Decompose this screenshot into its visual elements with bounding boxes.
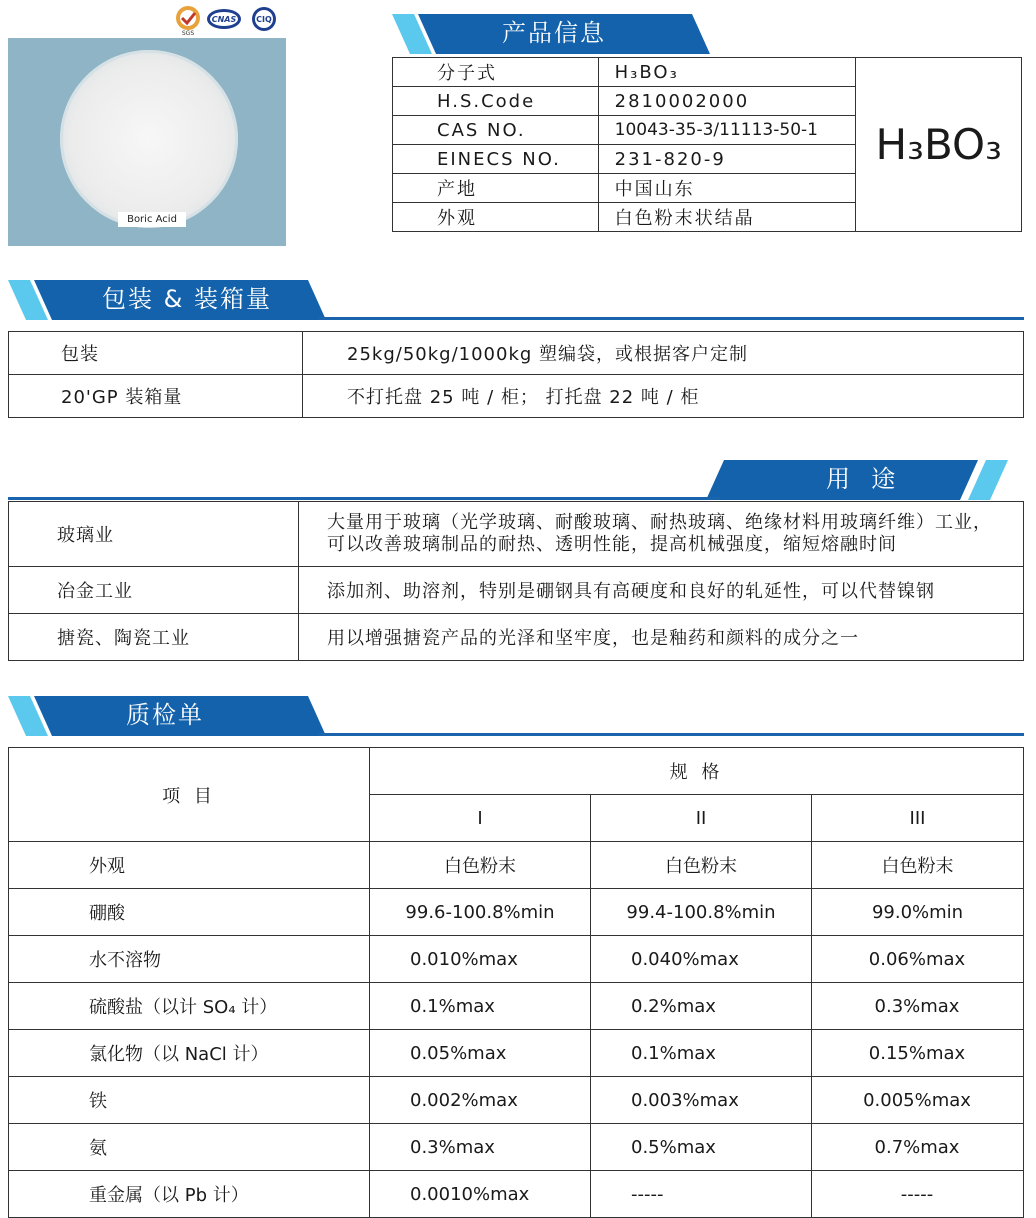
info-label: CAS NO.: [393, 116, 599, 145]
formula-large: H₃BO₃: [856, 58, 1022, 232]
qc-value: 99.4-100.8%min: [591, 889, 812, 936]
table-row: [9, 889, 1024, 936]
packing-banner: [8, 280, 328, 320]
qc-value: 0.3%max: [812, 983, 1024, 1030]
table-row: [9, 1171, 1024, 1218]
qc-grade-2: II: [591, 795, 812, 842]
product-info-title: 产品信息: [502, 19, 606, 47]
svg-text:CIQ: CIQ: [256, 15, 272, 24]
qc-item: 水不溶物: [9, 936, 370, 983]
certification-logos: [172, 4, 284, 36]
product-photo: [8, 38, 286, 246]
qc-banner: [8, 696, 328, 736]
qc-value: 99.0%min: [812, 889, 1024, 936]
qc-item: 重金属（以 Pb 计）: [9, 1171, 370, 1218]
table-row: [9, 1124, 1024, 1171]
info-label: H.S.Code: [393, 87, 599, 116]
usage-rule: [8, 497, 720, 500]
info-value: 10043-35-3/11113-50-1: [598, 116, 856, 145]
ciq-logo: [252, 7, 276, 31]
info-label: EINECS NO.: [393, 145, 599, 174]
qc-value: 0.2%max: [591, 983, 812, 1030]
qc-value: 白色粉末: [370, 842, 591, 889]
qc-value: 0.005%max: [812, 1077, 1024, 1124]
qc-value: 0.3%max: [370, 1124, 591, 1171]
usage-title: 用 途: [826, 465, 898, 493]
pack-label: 20'GP 装箱量: [9, 375, 303, 418]
use-label: 搪瓷、陶瓷工业: [9, 614, 299, 661]
qc-value: 0.002%max: [370, 1077, 591, 1124]
qc-value: 0.05%max: [370, 1030, 591, 1077]
info-label: 外观: [393, 203, 599, 232]
table-row: [9, 1077, 1024, 1124]
qc-value: -----: [591, 1171, 812, 1218]
qc-table: [8, 747, 1024, 1218]
info-label: 产地: [393, 174, 599, 203]
use-value: [299, 502, 1024, 567]
pack-label: 包装: [9, 332, 303, 375]
qc-item: 氨: [9, 1124, 370, 1171]
qc-value: 0.06%max: [812, 936, 1024, 983]
photo-label: Boric Acid: [118, 212, 186, 227]
table-row: [9, 842, 1024, 889]
use-value: 用以增强搪瓷产品的光泽和坚牢度，也是釉药和颜料的成分之一: [299, 614, 1024, 661]
qc-grade-1: I: [370, 795, 591, 842]
qc-value: 0.003%max: [591, 1077, 812, 1124]
product-info-table: [392, 57, 1022, 232]
table-row: [9, 936, 1024, 983]
svg-text:CNAS: CNAS: [211, 15, 237, 24]
info-value: H₃BO₃: [598, 58, 856, 87]
usage-banner: [706, 460, 1024, 500]
svg-text:SGS: SGS: [181, 30, 195, 36]
qc-value: 0.040%max: [591, 936, 812, 983]
qc-value: 0.1%max: [370, 983, 591, 1030]
qc-value: 99.6-100.8%min: [370, 889, 591, 936]
qc-title: 质检单: [126, 701, 204, 729]
pack-value: 25kg/50kg/1000kg 塑编袋，或根据客户定制: [303, 332, 1024, 375]
sgs-logo: [176, 6, 200, 36]
cnas-logo: [207, 9, 241, 29]
info-value: 中国山东: [598, 174, 856, 203]
info-label: 分子式: [393, 58, 599, 87]
qc-value: 白色粉末: [591, 842, 812, 889]
qc-item: 硼酸: [9, 889, 370, 936]
info-value: 白色粉末状结晶: [598, 203, 856, 232]
qc-value: 0.7%max: [812, 1124, 1024, 1171]
use-label: 玻璃业: [9, 502, 299, 567]
table-row: [9, 1030, 1024, 1077]
info-value: 2810002000: [598, 87, 856, 116]
usage-table: [8, 501, 1024, 661]
qc-grade-3: III: [812, 795, 1024, 842]
qc-item: 硫酸盐（以计 SO₄ 计）: [9, 983, 370, 1030]
qc-col-item: 项 目: [9, 748, 370, 842]
packing-rule: [318, 317, 1024, 320]
boric-acid-dish: [60, 50, 238, 228]
use-value-line: 可以改善玻璃制品的耐热、透明性能，提高机械强度，缩短熔融时间: [327, 534, 897, 555]
use-value-line: 大量用于玻璃（光学玻璃、耐酸玻璃、耐热玻璃、绝缘材料用玻璃纤维）工业，: [327, 512, 992, 533]
product-info-banner: [392, 14, 712, 54]
qc-value: -----: [812, 1171, 1024, 1218]
qc-item: 铁: [9, 1077, 370, 1124]
qc-col-spec: 规 格: [370, 748, 1024, 795]
qc-item: 氯化物（以 NaCl 计）: [9, 1030, 370, 1077]
table-row: [9, 983, 1024, 1030]
packing-table: [8, 331, 1024, 418]
qc-value: 0.0010%max: [370, 1171, 591, 1218]
use-label: 冶金工业: [9, 567, 299, 614]
qc-value: 白色粉末: [812, 842, 1024, 889]
qc-value: 0.010%max: [370, 936, 591, 983]
qc-item: 外观: [9, 842, 370, 889]
qc-value: 0.5%max: [591, 1124, 812, 1171]
info-value: 231-820-9: [598, 145, 856, 174]
qc-rule: [318, 733, 1024, 736]
qc-value: 0.1%max: [591, 1030, 812, 1077]
use-value: 添加剂、助溶剂，特别是硼钢具有高硬度和良好的轧延性，可以代替镍钢: [299, 567, 1024, 614]
pack-value: 不打托盘 25 吨 / 柜； 打托盘 22 吨 / 柜: [303, 375, 1024, 418]
packing-title: 包装 & 装箱量: [102, 285, 272, 313]
qc-value: 0.15%max: [812, 1030, 1024, 1077]
